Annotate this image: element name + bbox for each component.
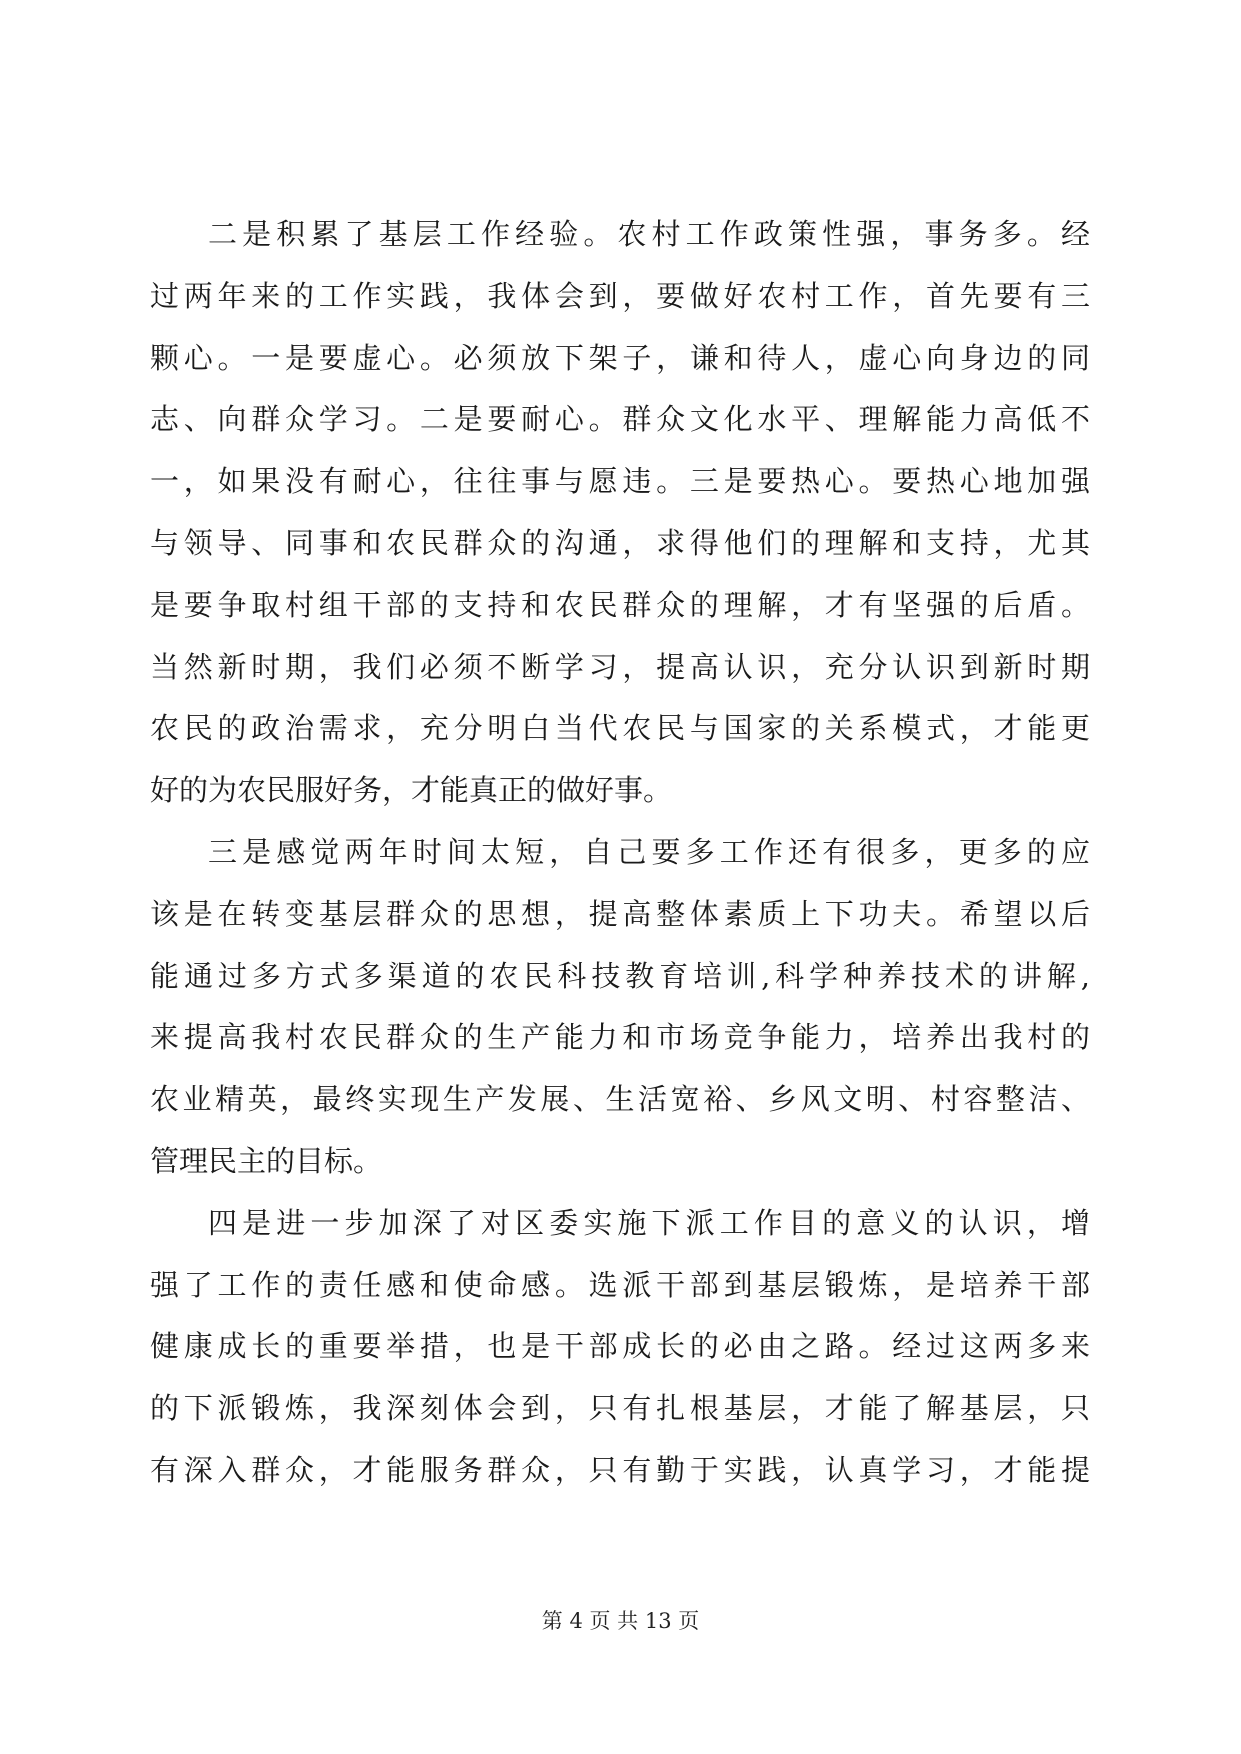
paragraph-3 <box>150 822 1090 1193</box>
text-line: 管理民主的目标。 <box>150 1143 383 1178</box>
text-line: 四是进一步加深了对区委实施下派工作目的意义的认识，增 <box>208 1205 1090 1240</box>
text-line: 一，如果没有耐心，往往事与愿违。三是要热心。要热心地加强 <box>150 464 1090 499</box>
text-line: 好的为农民服好务，才能真正的做好事。 <box>150 773 673 808</box>
text-line: 三是感觉两年时间太短，自己要多工作还有很多，更多的应 <box>208 834 1090 869</box>
paragraph-2 <box>150 204 1090 822</box>
text-line: 该是在转变基层群众的思想，提高整体素质上下功夫。希望以后 <box>150 896 1090 931</box>
body-text <box>150 204 1090 1502</box>
text-line: 二是积累了基层工作经验。农村工作政策性强，事务多。经 <box>208 217 1090 251</box>
text-line: 健康成长的重要举措，也是干部成长的必由之路。经过这两多来 <box>150 1329 1090 1364</box>
text-line: 当然新时期，我们必须不断学习，提高认识，充分认识到新时期 <box>150 649 1090 684</box>
text-line: 农民的政治需求，充分明白当代农民与国家的关系模式，才能更 <box>150 711 1090 746</box>
text-line: 来提高我村农民群众的生产能力和市场竞争能力，培养出我村的 <box>150 1020 1090 1055</box>
text-line: 农业精英，最终实现生产发展、生活宽裕、乡风文明、村容整洁、 <box>150 1082 1090 1117</box>
paragraph-4 <box>150 1193 1090 1502</box>
text-line: 的下派锻炼，我深刻体会到，只有扎根基层，才能了解基层，只 <box>150 1391 1090 1426</box>
text-line: 与领导、同事和农民群众的沟通，求得他们的理解和支持，尤其 <box>150 525 1090 560</box>
text-line: 是要争取村组干部的支持和农民群众的理解，才有坚强的后盾。 <box>150 587 1090 622</box>
text-line: 志、向群众学习。二是要耐心。群众文化水平、理解能力高低不 <box>150 402 1090 437</box>
text-line: 有深入群众，才能服务群众，只有勤于实践，认真学习，才能提 <box>150 1452 1090 1487</box>
text-line: 强了工作的责任感和使命感。选派干部到基层锻炼，是培养干部 <box>150 1267 1090 1302</box>
text-line: 能通过多方式多渠道的农民科技教育培训,科学种养技术的讲解, <box>150 958 1090 993</box>
page-number-footer: 第 4 页 共 13 页 <box>541 1609 700 1633</box>
text-line: 颗心。一是要虚心。必须放下架子，谦和待人，虚心向身边的同 <box>150 340 1090 375</box>
text-line: 过两年来的工作实践，我体会到，要做好农村工作，首先要有三 <box>150 278 1090 313</box>
